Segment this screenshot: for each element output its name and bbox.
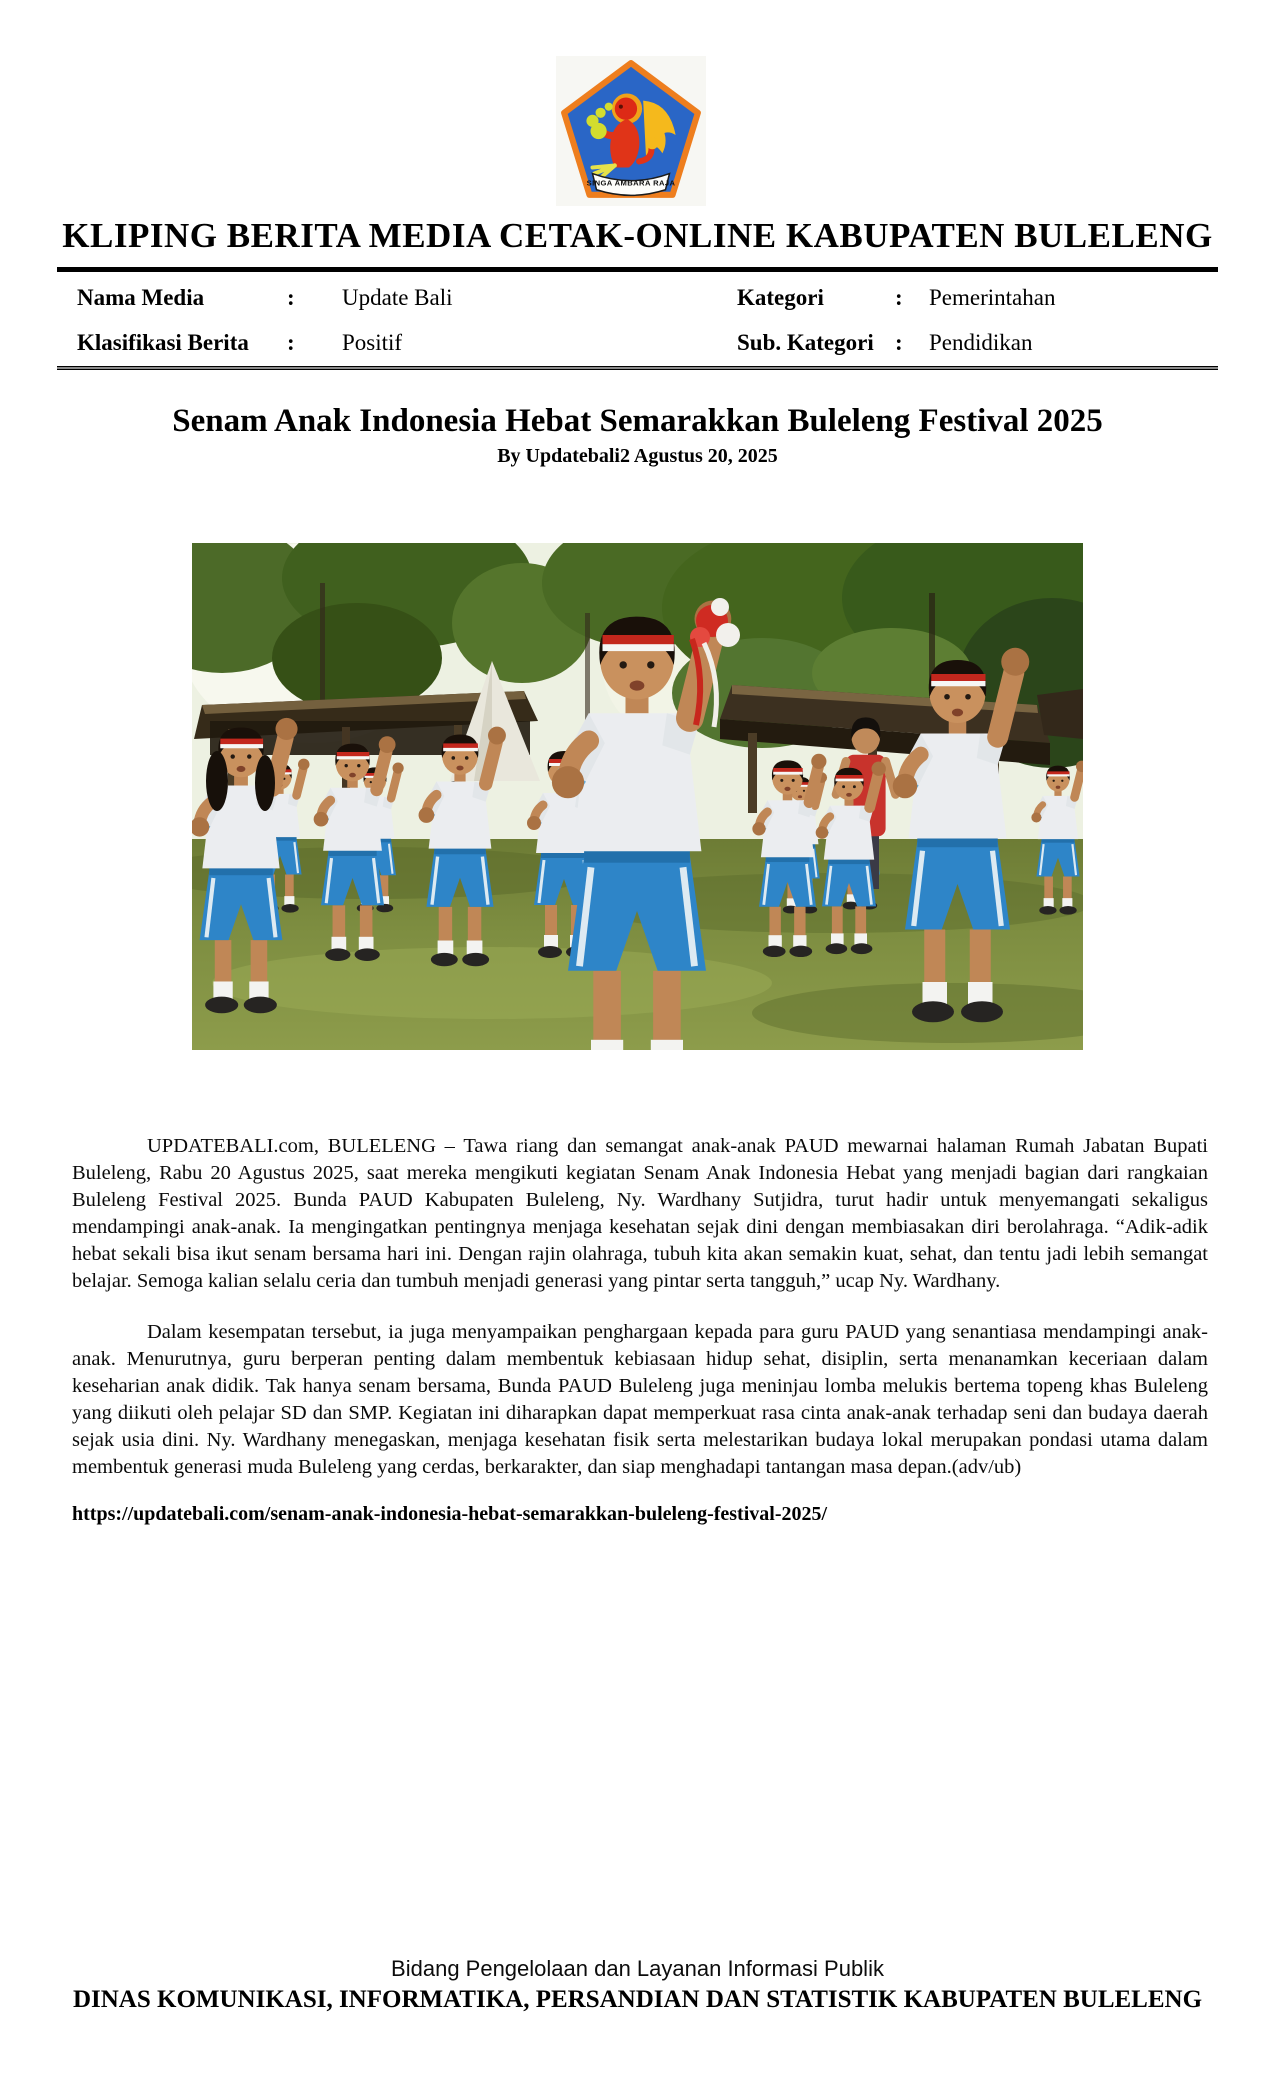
metadata-label-nama-media: Nama Media	[77, 285, 205, 310]
footer-division-line: Bidang Pengelolaan dan Layanan Informasi Publik	[391, 1956, 884, 1981]
metadata-colon: :	[287, 330, 295, 355]
page-title: KLIPING BERITA MEDIA CETAK-ONLINE KABUPATEN BULELENG	[62, 216, 1213, 255]
metadata-colon: :	[287, 285, 295, 310]
photo-illustration	[192, 543, 1083, 1050]
metadata-label-klasifikasi: Klasifikasi Berita	[77, 330, 249, 355]
article-body	[72, 1133, 1208, 1528]
metadata-value-nama-media: Update Bali	[342, 285, 453, 310]
metadata-label-kategori: Kategori	[737, 285, 824, 310]
footer	[0, 1955, 1275, 2015]
singa-ambara-raja-crest-icon	[556, 56, 706, 206]
metadata-colon: :	[895, 330, 903, 355]
metadata-value-kategori: Pemerintahan	[929, 285, 1056, 310]
article-paragraph-2: Dalam kesempatan tersebut, ia juga menyampaikan penghargaan kepada para guru PAUD yang senantiasa mendampingi anak-anak. Menurutnya, guru berperan penting dalam membentuk kebiasaan hidup sehat, disiplin, serta menanamkan keceriaan dalam keseharian anak didik. Tak hanya senam bersama, Bunda PAUD Buleleng juga meninjau lomba melukis bertema topeng khas Buleleng yang diikuti oleh pelajar SD dan SMP. Kegiatan ini diharapkan dapat memperkuat rasa cinta anak-anak terhadap seni dan budaya daerah sejak usia dini. Ny. Wardhany menegaskan, menjaga kesehatan fisik serta melestarikan budaya lokal merupakan pondasi utama dalam membentuk generasi muda Buleleng yang cerdas, berkarakter, dan siap menghadapi tantangan masa depan.(adv/ub)	[72, 1321, 1208, 1478]
article-byline: By Updatebali2 Agustus 20, 2025	[497, 445, 778, 467]
footer-agency-line: DINAS KOMUNIKASI, INFORMATIKA, PERSANDIAN DAN STATISTIK KABUPATEN BULELENG	[72, 1986, 1203, 2013]
divider-double	[57, 366, 1218, 370]
metadata-colon: :	[895, 285, 903, 310]
metadata-label-sub-kategori: Sub. Kategori	[737, 330, 874, 355]
divider-thick	[57, 267, 1218, 272]
header-logo	[556, 56, 706, 206]
article-photo	[192, 543, 1083, 1050]
metadata-value-klasifikasi: Positif	[342, 330, 403, 355]
metadata-table	[57, 283, 1218, 358]
crest-banner-text: SINGA AMBARA RAJA	[586, 178, 676, 188]
article-title: Senam Anak Indonesia Hebat Semarakkan Buleleng Festival 2025	[172, 403, 1103, 439]
article-url[interactable]: https://updatebali.com/senam-anak-indonesia-hebat-semarakkan-buleleng-festival-2025/	[72, 1503, 828, 1525]
article-paragraph-1: UPDATEBALI.com, BULELENG – Tawa riang dan semangat anak-anak PAUD mewarnai halaman Rumah Jabatan Bupati Buleleng, Rabu 20 Agustus 2025, saat mereka mengikuti kegiatan Senam Anak Indonesia Hebat yang menjadi bagian dari rangkaian Buleleng Festival 2025. Bunda PAUD Kabupaten Buleleng, Ny. Wardhany Sutjidra, turut hadir untuk menyemangati sekaligus mendampingi anak-anak. Ia mengingatkan pentingnya menjaga kesehatan sejak dini dengan membiasakan diri berolahraga. “Adik-adik hebat sekali bisa ikut senam bersama hari ini. Dengan rajin olahraga, tubuh kita akan semakin kuat, sehat, dan tentu jadi lebih semangat belajar. Semoga kalian selalu ceria dan tumbuh menjadi generasi yang pintar serta tangguh,” ucap Ny. Wardhany.	[72, 1135, 1208, 1292]
metadata-value-sub-kategori: Pendidikan	[929, 330, 1033, 355]
